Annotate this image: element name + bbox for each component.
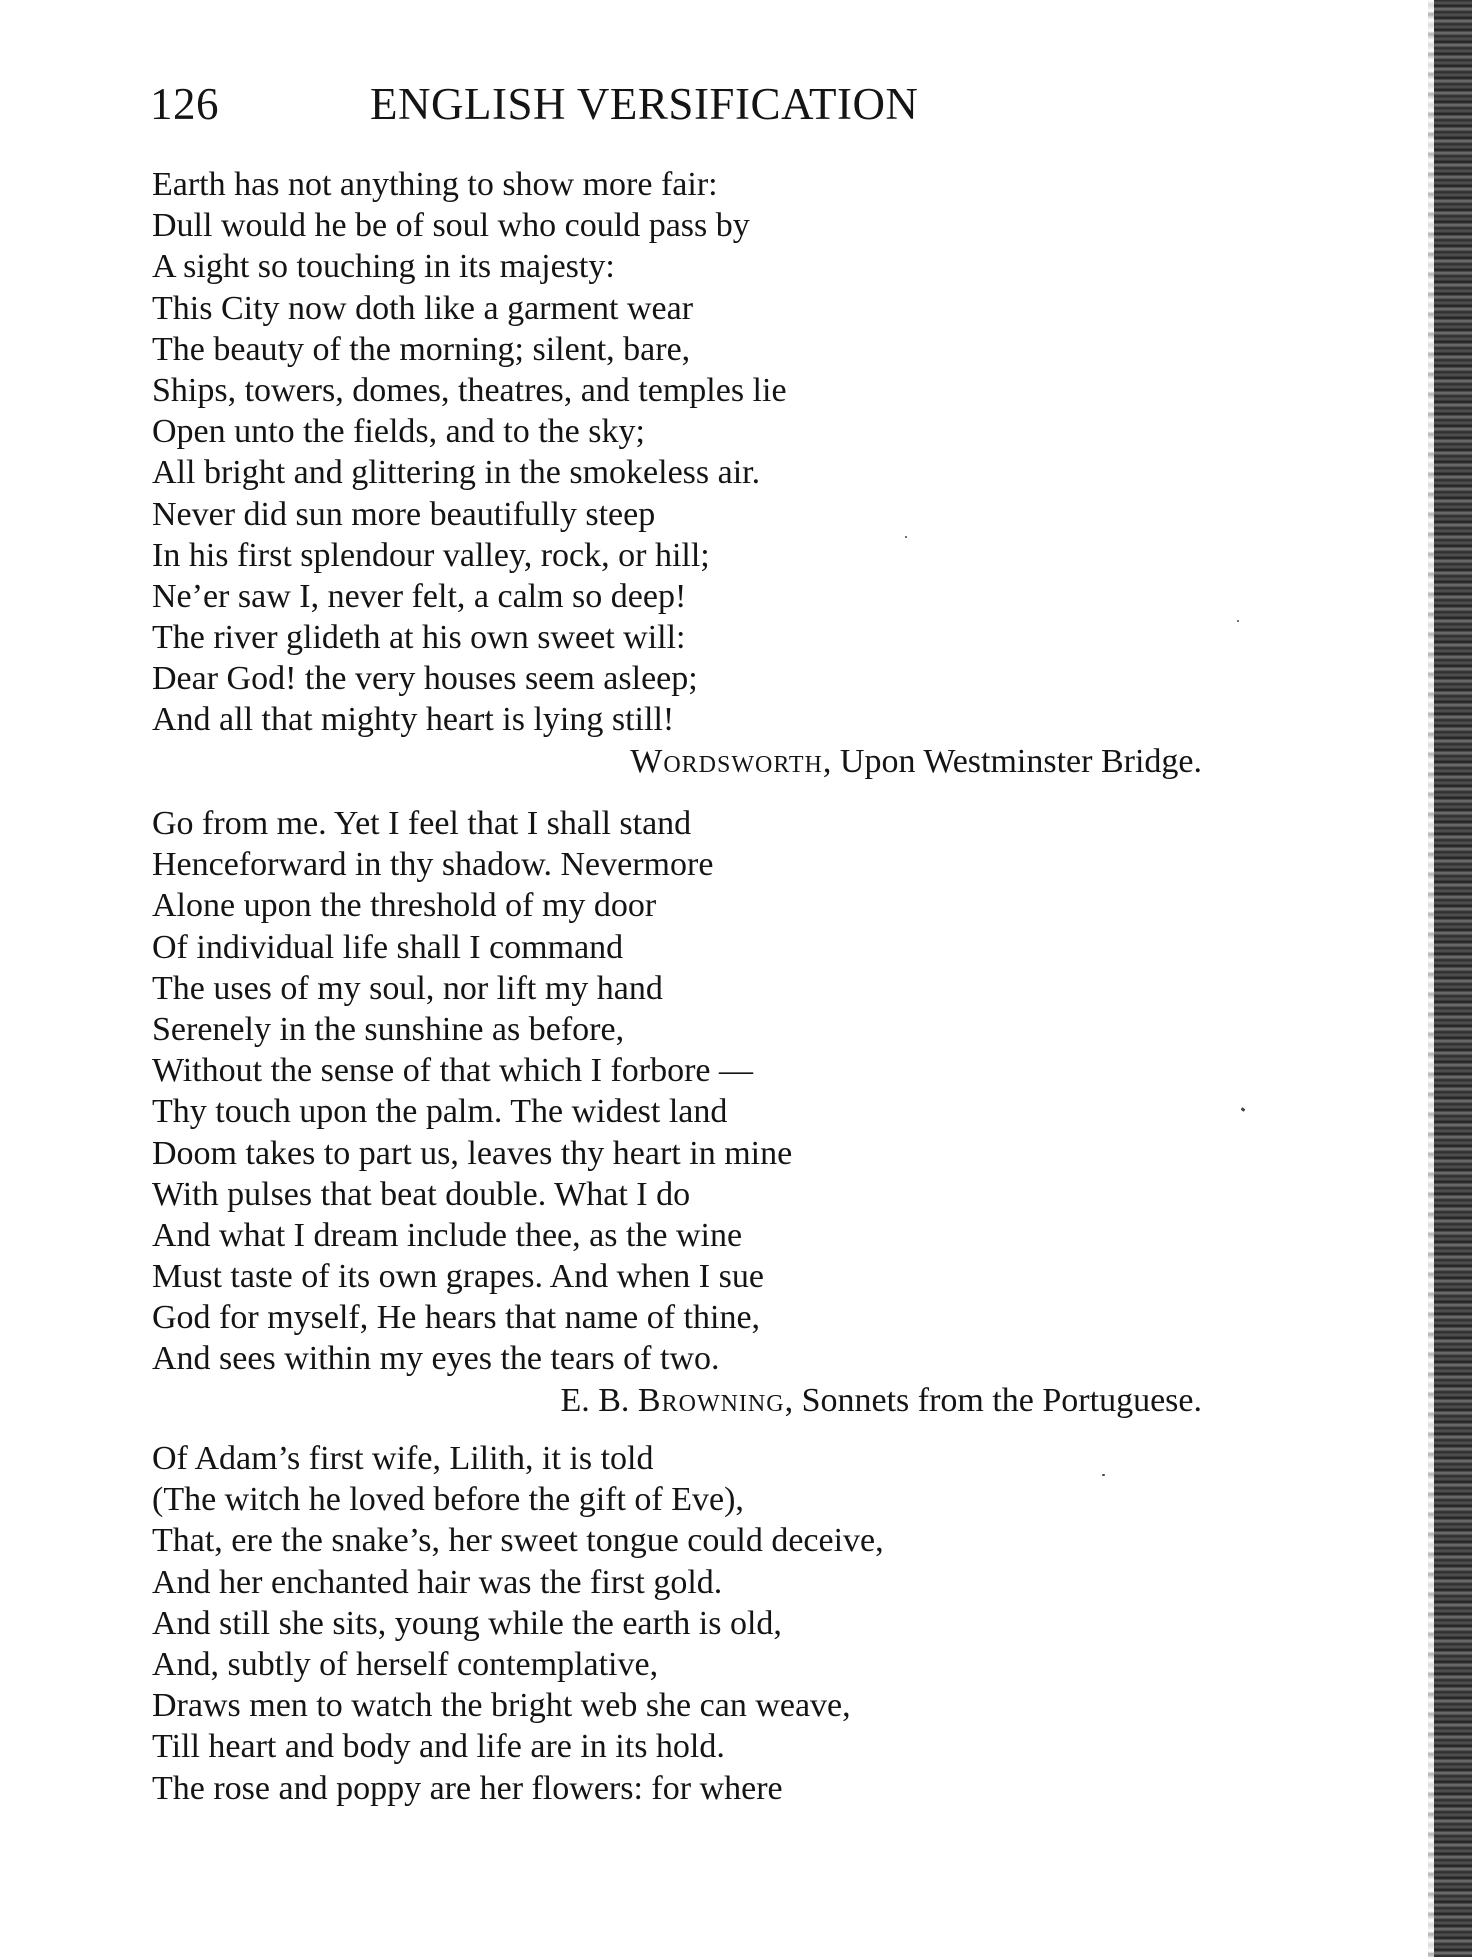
poem-line: Draws men to watch the bright web she can weave, [152,1687,851,1725]
poem-westminster-bridge [152,164,1212,782]
poem-line: Without the sense of that which I forbore — [152,1052,754,1090]
poem-lilith [152,1438,1212,1809]
poem-line: Of Adam’s first wife, Lilith, it is told [152,1440,654,1477]
poem-line: The beauty of the morning; silent, bare, [152,330,691,368]
poem-line: Henceforward in thy shadow. Nevermore [152,846,714,884]
book-binding-edge [1434,0,1472,1957]
poem-sonnets-portuguese [152,803,1212,1421]
scan-speck [905,536,907,538]
poem-line: Never did sun more beautifully steep [152,495,656,533]
poem-line: A sight so touching in its majesty: [152,248,615,286]
poem-line: Of individual life shall I command [152,928,624,966]
work-title: Upon Westminster Bridge. [839,742,1202,780]
poem-line: And sees within my eyes the tears of two. [152,1340,720,1378]
poem-line: Serenely in the sunshine as before, [152,1010,625,1048]
poem-line: And her enchanted hair was the first gold. [152,1563,723,1601]
poem-line: That, ere the snake’s, her sweet tongue could deceive, [152,1522,884,1560]
poem-line: And still she sits, young while the earth is old, [152,1604,782,1642]
poem-line: All bright and glittering in the smokeless air. [152,454,761,492]
work-title: Sonnets from the Portuguese. [801,1381,1202,1419]
poem-line: And what I dream include thee, as the wine [152,1216,743,1254]
poem-line: With pulses that beat double. What I do [152,1175,691,1213]
poem-line: The river glideth at his own sweet will: [152,619,686,657]
poem-line: And all that mighty heart is lying still! [152,701,675,739]
poem-line: The rose and poppy are her flowers: for where [152,1769,783,1807]
poem-line: (The witch he loved before the gift of Eve), [152,1481,744,1519]
poem-attribution: Wordsworth, Upon Westminster Bridge. [630,742,1202,780]
scan-speck [1241,1107,1246,1112]
poem-line: Must taste of its own grapes. And when I sue [152,1258,764,1296]
poem-line: Doom takes to part us, leaves thy heart in mine [152,1134,793,1172]
poem-attribution: E. B. Browning, Sonnets from the Portuguese. [560,1381,1202,1419]
poem-line: Dull would he be of soul who could pass by [152,207,750,245]
poem-line: This City now doth like a garment wear [152,289,694,327]
poem-line: Ships, towers, domes, theatres, and temples lie [152,371,787,409]
poem-line: The uses of my soul, nor lift my hand [152,969,663,1007]
poem-line: God for myself, He hears that name of thine, [152,1299,761,1337]
poem-line: Open unto the fields, and to the sky; [152,413,645,451]
poem-line: Thy touch upon the palm. The widest land [152,1093,728,1131]
poem-line: Earth has not anything to show more fair: [152,166,718,203]
author-initials: E. B. [560,1381,630,1419]
scan-speck [1237,620,1239,622]
poem-line: Till heart and body and life are in its hold. [152,1728,725,1766]
running-title: ENGLISH VERSIFICATION [370,79,919,129]
poem-line: Dear God! the very houses seem asleep; [152,660,698,698]
scan-speck [1102,1474,1105,1476]
poem-line: And, subtly of herself contemplative, [152,1645,659,1683]
poem-line: In his first splendour valley, rock, or hill; [152,536,710,574]
poem-line: Alone upon the threshold of my door [152,887,657,925]
author-name: Wordsworth [630,742,823,780]
poem-line: Go from me. Yet I feel that I shall stand [152,805,692,842]
page-number: 126 [150,79,219,129]
poem-line: Ne’er saw I, never felt, a calm so deep! [152,577,687,615]
page-header [150,78,1050,130]
author-name: Browning [637,1381,785,1419]
